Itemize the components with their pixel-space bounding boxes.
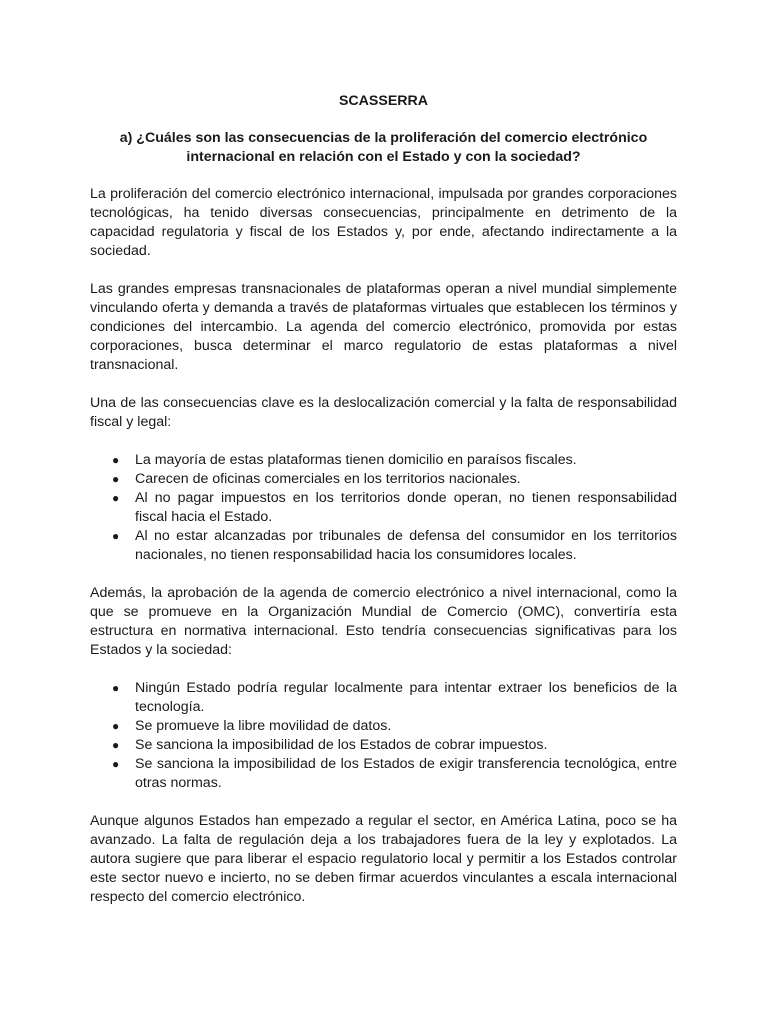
list-item: ● Se sanciona la imposibilidad de los Estados de cobrar impuestos. — [112, 737, 548, 753]
bullet-icon: ● — [112, 738, 120, 752]
bullet-icon: ● — [112, 757, 120, 771]
list-item: ● Se sanciona la imposibilidad de los Estados de exigir transferencia tecnológica, entre otras normas. — [112, 756, 677, 791]
paragraph-2: Las grandes empresas transnacionales de plataformas operan a nivel mundial simplemente vinculando oferta y demanda a través de plataformas virtuales que establecen los términos y condiciones del intercambio. La agenda del comercio electrónico, promovida por estas corporaciones, busca determinar el marco regulatorio de estas plataformas a nivel transnacional. — [90, 281, 677, 373]
bullet-icon: ● — [112, 719, 120, 733]
bullet-list-2 — [90, 679, 677, 793]
bullet-list-1 — [90, 451, 677, 565]
list-item: ● Ningún Estado podría regular localmente para intentar extraer los beneficios de la tecnología. — [112, 680, 677, 715]
list-item: ● Carecen de oficinas comerciales en los territorios nacionales. — [112, 471, 521, 487]
question-heading: a) ¿Cuáles son las consecuencias de la proliferación del comercio electrónico internacional en relación con el Estado y con la sociedad? — [119, 130, 648, 165]
bullet-icon: ● — [112, 453, 120, 467]
document-page — [90, 92, 677, 926]
list-item: ● Al no estar alcanzadas por tribunales de defensa del consumidor en los territorios nacionales, no tienen responsabilidad hacia los consumidores locales. — [112, 528, 677, 563]
bullet-icon: ● — [112, 472, 120, 486]
document-title: SCASSERRA — [338, 93, 429, 109]
paragraph-4: Además, la aprobación de la agenda de comercio electrónico a nivel internacional, como la que se promueve en la Organización Mundial de Comercio (OMC), convertiría esta estructura en normativa internacional. Esto tendría consecuencias significativas para los Estados y la sociedad: — [90, 585, 677, 658]
paragraph-3: Una de las consecuencias clave es la deslocalización comercial y la falta de responsabilidad fiscal y legal: — [90, 395, 677, 430]
paragraph-5: Aunque algunos Estados han empezado a regular el sector, en América Latina, poco se ha avanzado. La falta de regulación deja a los trabajadores fuera de la ley y explotados. La autora sugiere que para liberar el espacio regulatorio local y permitir a los Estados controlar este sector nuevo e incierto, no se deben firmar acuerdos vinculantes a escala internacional respecto del comercio electrónico. — [90, 813, 677, 905]
list-item: ● Se promueve la libre movilidad de datos. — [112, 718, 392, 734]
paragraph-1: La proliferación del comercio electrónico internacional, impulsada por grandes corporaciones tecnológicas, ha tenido diversas consecuencias, principalmente en detrimento de la capacidad regulatoria y fiscal de los Estados y, por ende, afectando indirectamente a la sociedad. — [90, 186, 677, 259]
list-item: ● La mayoría de estas plataformas tienen domicilio en paraísos fiscales. — [112, 452, 577, 468]
list-item: ● Al no pagar impuestos en los territorios donde operan, no tienen responsabilidad fiscal hacia el Estado. — [112, 490, 677, 525]
bullet-icon: ● — [112, 681, 120, 695]
bullet-icon: ● — [112, 529, 120, 543]
bullet-icon: ● — [112, 491, 120, 505]
